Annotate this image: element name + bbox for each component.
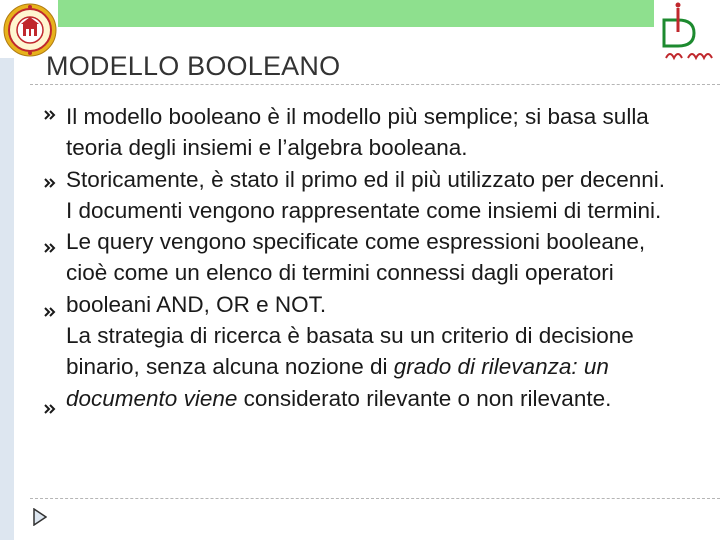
bullet-text-part: La strategia di ricerca è basata su un criterio di decisione binario, senza alcuna nozione di [66, 323, 634, 380]
bullet-item: Le query vengono specificate come espressioni booleane, cioè come un elenco di termini connessi dagli operatori booleani AND, OR e NOT. [66, 229, 646, 317]
play-arrow-icon[interactable] [33, 508, 47, 526]
footer-divider [30, 498, 720, 499]
bullet-text-italic: grado di rilevanza: un documento viene [66, 354, 609, 411]
university-seal-icon [2, 2, 58, 58]
bullet-icon [44, 109, 56, 121]
bullet-icon [44, 306, 56, 318]
bullet-icon [44, 242, 56, 254]
department-logo-icon [654, 2, 718, 66]
bullet-list [66, 101, 681, 414]
bullet-item: I documenti vengono rappresentate come insiemi di termini. [66, 197, 662, 223]
left-accent-strip [0, 58, 14, 540]
top-accent-bar [58, 0, 654, 27]
bullet-item: Il modello booleano è il modello più semplice; si basa sulla teoria degli insiemi e l’algebra booleana. [66, 104, 649, 161]
bullet-item: Storicamente, è stato il primo ed il più utilizzato per decenni. [66, 166, 666, 192]
bullet-text-part: considerato rilevante o non rilevante. [237, 385, 612, 411]
bullet-item [66, 320, 681, 414]
bullet-icon [44, 177, 56, 189]
title-divider [30, 84, 720, 85]
bullet-icon [44, 403, 56, 415]
slide-title: MODELLO BOOLEANO [46, 51, 341, 81]
